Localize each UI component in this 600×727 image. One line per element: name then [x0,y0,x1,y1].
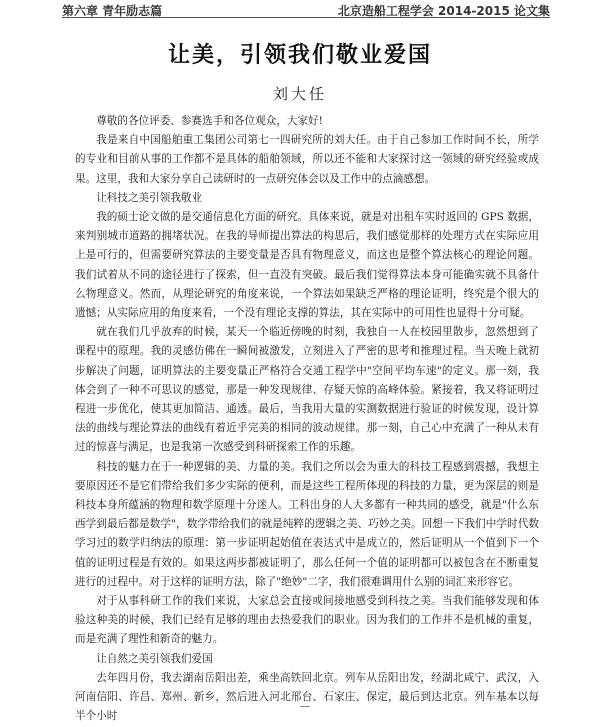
article-body [75,112,539,727]
author-name: 刘大任 [272,85,327,103]
page-footer-mark [300,706,310,707]
paragraph-breakthrough: 就在我们几乎放弃的时候，某天一个临近傍晚的时刻，我独自一人在校园里散步，忽然想到了课程中的原理。我的灵感仿佛在一瞬间被激发，立刻进入了严密的思考和推理过程。当天晚上就初步解决了问题，证明算法的主要变量正严格符合交通工程学中"空间平均车速"的定义。那一刻，我体会到了一种不可思议的感觉，那是一种发现规律、存疑天惊的高峰体验。紧接着，我又将证明过程进一步优化，使其更加简洁、通透。最后，当我用大量的实测数据进行验证的时候发现，设计算法的曲线与理论算法的曲线有着近乎完美的相同的波动规律。那一刻，自己心中充满了一种从未有过的惊喜与满足，也是我第一次感受到科研探索工作的乐趣。 [75,326,539,454]
article-title: 让美，引领我们敬业爱国 [167,43,432,68]
paragraph-intro: 我是来自中国船舶重工集团公司第七一四研究所的刘大任。由于自己参加工作时间不长，所学的专业和目前从事的工作都不是具体的船舶领域，所以还不能和大家探讨这一领域的研究经验或成果。这里，我和大家分享自己读研时的一点研究体会以及工作中的点滴感想。 [75,134,539,185]
paragraph-trip: 去年四月份，我去湖南岳阳出差，乘坐高铁回北京。列车从岳阳出发，经湖北咸宁、武汉，入河南信阳、许昌、郑州、新乡，然后进入河北邢台、石家庄、保定，最后到达北京。列车基本以每半个小时 [75,671,539,723]
section-heading-nature: 让自然之美引领我们爱国 [96,652,213,665]
paragraph-research: 我的硕士论文做的是交通信息化方面的研究。具体来说，就是对出租车实时返回的 GPS 数据，来判别城市道路的拥堵状况。在我的导师提出算法的构思后，我们感觉那样的处理方式在实际应用上是可行的，但需要研究算法的主要变量是否具有物理意义，而这也是整个算法核心的理论问题。我们试着从不同的途径进行了探索，但一直没有突破。最后我们觉得算法本身可能确实就不具备什么物理意义。然而，从理论研究的角度来说，一个算法如果缺乏严格的理论证明，终究是个很大的遗憾；从实际应用的角度来看，一个没有理论支撑的算法，其在实际中的可用性也显得十分可疑。 [75,211,539,320]
header-collection: 北京造船工程学会 2014-2015 论文集 [337,4,550,18]
header-rule [62,17,550,18]
paragraph-career: 对于从事科研工作的我们来说，大家总会直接或间接地感受到科技之美。当我们能够发现和体验这种美的时候，我们已经有足够的理由去热爱我们的职业。因为我们的工作并不是机械的重复，而是充满了理性和新奇的魅力。 [75,595,539,646]
header-chapter: 第六章 青年励志篇 [62,4,163,18]
section-heading-tech: 让科技之美引领我敬业 [96,191,203,204]
running-header [0,0,600,19]
paragraph-greeting: 尊敬的各位评委、参赛选手和各位观众，大家好! [96,115,323,127]
paragraph-tech-beauty: 科技的魅力在于一种逻辑的美、力量的美。我们之所以会为重大的科技工程感到震撼，我想主要原因还不是它们带给我们多少实际的便利，而是这些工程所体现的科技的力量，更为深层的则是科技本身所蕴涵的物理和数学原理十分迷人。工科出身的人大多都有一种共同的感受，就是"什么东西学到最后都是数学"，数学带给我们的就是纯粹的逻辑之美、巧妙之美。回想一下我们中学时代数学习过的数学归纳法的原理：第一步证明起始值在表达式中是成立的，然后证明从一个值到下一个值的证明过程是有效的。如果这两步都被证明了，那么任何一个值的证明都可以被包含在不断重复进行的过程中。对于这样的证明方法，除了"绝妙"二字，我们很难调用什么别的词汇来形容它。 [75,460,539,588]
